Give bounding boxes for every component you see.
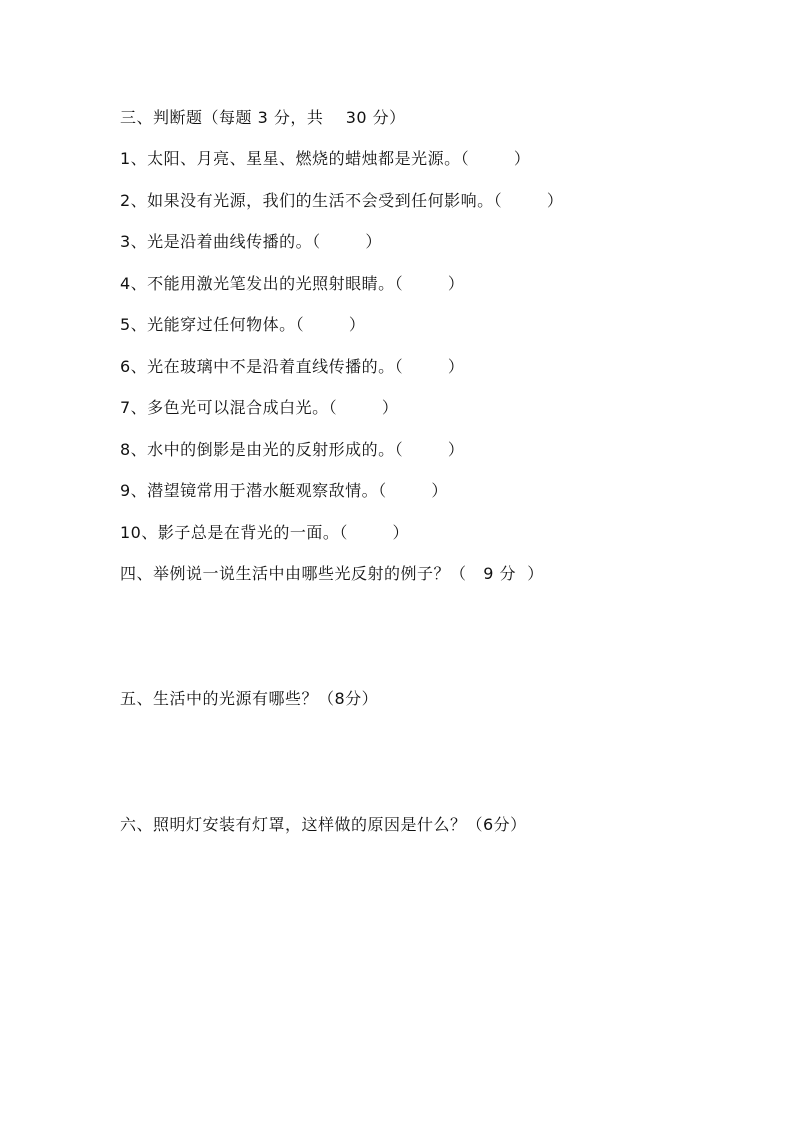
question-6: 6、光在玻璃中不是沿着直线传播的。（ ） xyxy=(120,357,465,376)
section-6-heading: 六、照明灯安装有灯罩，这样做的原因是什么？（6分） xyxy=(120,815,527,834)
section-4-heading: 四、举例说一说生活中由哪些光反射的例子？（ 9 分 ） xyxy=(120,564,544,583)
question-2: 2、如果没有光源，我们的生活不会受到任何影响。（ ） xyxy=(120,191,564,210)
question-10: 10、影子总是在背光的一面。（ ） xyxy=(120,523,410,542)
question-8: 8、水中的倒影是由光的反射形成的。（ ） xyxy=(120,440,465,459)
question-1: 1、太阳、月亮、星星、燃烧的蜡烛都是光源。（ ） xyxy=(120,149,531,168)
question-4: 4、不能用激光笔发出的光照射眼睛。（ ） xyxy=(120,274,465,293)
question-5: 5、光能穿过任何物体。（ ） xyxy=(120,315,366,334)
section-3-heading: 三、判断题（每题 3 分，共 30 分） xyxy=(120,108,406,127)
question-7: 7、多色光可以混合成白光。（ ） xyxy=(120,398,399,417)
question-3: 3、光是沿着曲线传播的。（ ） xyxy=(120,232,382,251)
question-9: 9、潜望镜常用于潜水艇观察敌情。（ ） xyxy=(120,481,448,500)
section-5-heading: 五、生活中的光源有哪些？（8分） xyxy=(120,689,379,708)
